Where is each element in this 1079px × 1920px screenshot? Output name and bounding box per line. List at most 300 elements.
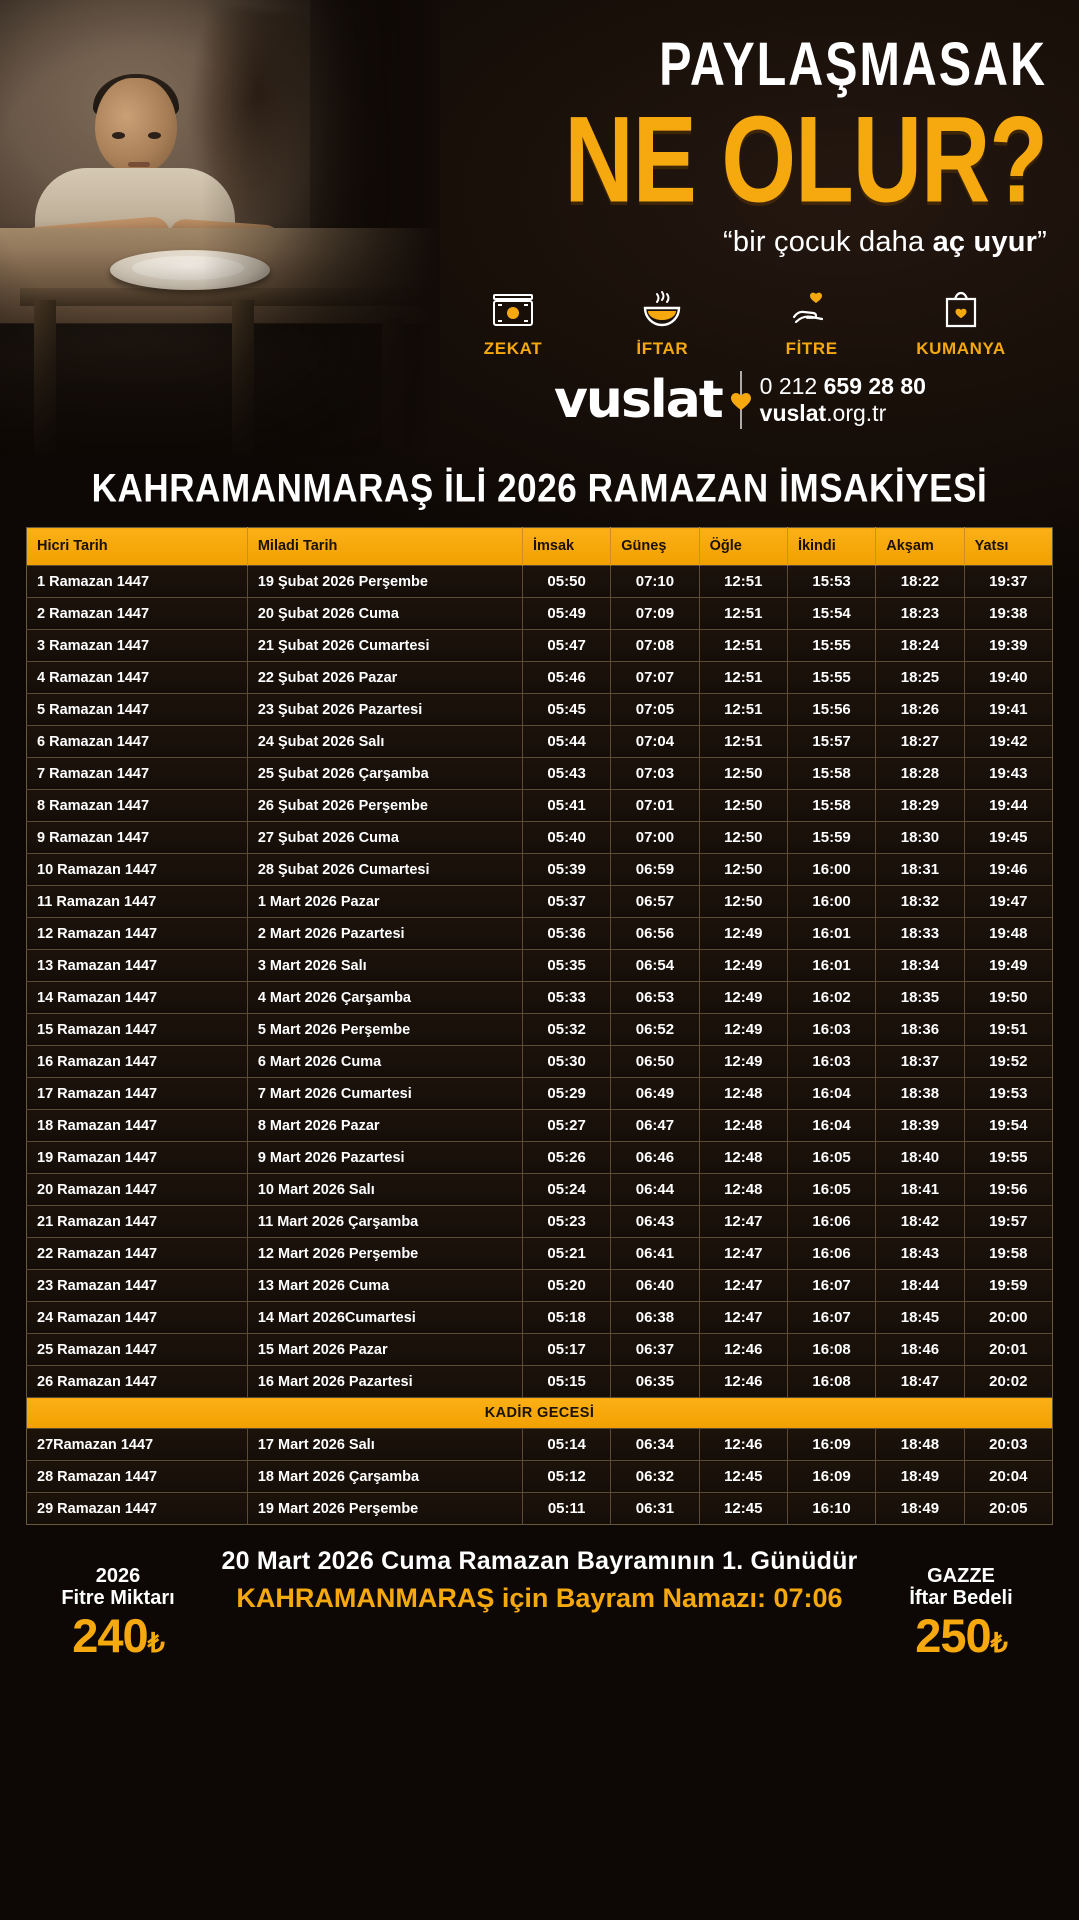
cell-miladi-tarih: 12 Mart 2026 Perşembe <box>247 1238 522 1270</box>
cell-hicri-tarih: 18 Ramazan 1447 <box>27 1110 248 1142</box>
cell-aksam: 18:37 <box>876 1046 964 1078</box>
cell-ogle: 12:49 <box>699 918 787 950</box>
service-label: ZEKAT <box>483 339 543 358</box>
cell-ogle: 12:50 <box>699 886 787 918</box>
cell-miladi-tarih: 3 Mart 2026 Salı <box>247 950 522 982</box>
cell-imsak: 05:40 <box>522 822 610 854</box>
cell-miladi-tarih: 14 Mart 2026Cumartesi <box>247 1302 522 1334</box>
cell-yatsi: 19:48 <box>964 918 1052 950</box>
cell-miladi-tarih: 22 Şubat 2026 Pazar <box>247 662 522 694</box>
vuslat-logo[interactable]: vuslat <box>554 370 722 430</box>
hero-subline <box>430 226 1047 259</box>
cell-ikindi: 16:01 <box>787 918 875 950</box>
cell-imsak: 05:20 <box>522 1270 610 1302</box>
cell-gunes: 06:44 <box>611 1174 699 1206</box>
cell-hicri-tarih: 20 Ramazan 1447 <box>27 1174 248 1206</box>
page-title: KAHRAMANMARAŞ İLİ 2026 RAMAZAN İMSAKİYESİ <box>91 466 988 511</box>
cell-hicri-tarih: 8 Ramazan 1447 <box>27 790 248 822</box>
cell-miladi-tarih: 19 Mart 2026 Perşembe <box>247 1493 522 1525</box>
cell-gunes: 07:10 <box>611 566 699 598</box>
cell-miladi-tarih: 27 Şubat 2026 Cuma <box>247 822 522 854</box>
cell-ogle: 12:48 <box>699 1078 787 1110</box>
cell-aksam: 18:26 <box>876 694 964 726</box>
cell-imsak: 05:29 <box>522 1078 610 1110</box>
table-row <box>27 1270 1053 1302</box>
table-header-cell: Akşam <box>876 528 964 566</box>
cell-yatsi: 20:00 <box>964 1302 1052 1334</box>
cell-miladi-tarih: 25 Şubat 2026 Çarşamba <box>247 758 522 790</box>
cell-hicri-tarih: 11 Ramazan 1447 <box>27 886 248 918</box>
cell-ogle: 12:47 <box>699 1270 787 1302</box>
cell-miladi-tarih: 8 Mart 2026 Pazar <box>247 1110 522 1142</box>
cell-yatsi: 19:43 <box>964 758 1052 790</box>
cell-miladi-tarih: 28 Şubat 2026 Cumartesi <box>247 854 522 886</box>
cell-gunes: 07:04 <box>611 726 699 758</box>
cell-ogle: 12:51 <box>699 662 787 694</box>
cell-miladi-tarih: 4 Mart 2026 Çarşamba <box>247 982 522 1014</box>
cell-gunes: 06:46 <box>611 1142 699 1174</box>
cell-miladi-tarih: 24 Şubat 2026 Salı <box>247 726 522 758</box>
cell-aksam: 18:23 <box>876 598 964 630</box>
table-row <box>27 1078 1053 1110</box>
cell-imsak: 05:15 <box>522 1366 610 1398</box>
brand-bar <box>430 370 1050 430</box>
cell-ikindi: 15:54 <box>787 598 875 630</box>
cell-hicri-tarih: 23 Ramazan 1447 <box>27 1270 248 1302</box>
cell-aksam: 18:32 <box>876 886 964 918</box>
imsakiye-table-wrap <box>0 527 1079 1525</box>
cell-miladi-tarih: 13 Mart 2026 Cuma <box>247 1270 522 1302</box>
cell-ikindi: 16:05 <box>787 1174 875 1206</box>
cell-yatsi: 19:45 <box>964 822 1052 854</box>
fitre-amount-value: 240 <box>72 1608 148 1662</box>
cell-hicri-tarih: 28 Ramazan 1447 <box>27 1461 248 1493</box>
cell-gunes: 06:47 <box>611 1110 699 1142</box>
cell-ikindi: 15:58 <box>787 758 875 790</box>
cell-gunes: 07:01 <box>611 790 699 822</box>
cell-ikindi: 16:00 <box>787 854 875 886</box>
table-header-row <box>27 528 1053 566</box>
cell-ikindi: 16:07 <box>787 1270 875 1302</box>
table-header-cell: Hicri Tarih <box>27 528 248 566</box>
cell-gunes: 06:50 <box>611 1046 699 1078</box>
cell-aksam: 18:49 <box>876 1461 964 1493</box>
cell-imsak: 05:27 <box>522 1110 610 1142</box>
cell-ikindi: 16:08 <box>787 1366 875 1398</box>
heart-icon <box>731 393 751 416</box>
table-header-cell: İmsak <box>522 528 610 566</box>
cell-aksam: 18:39 <box>876 1110 964 1142</box>
cell-hicri-tarih: 1 Ramazan 1447 <box>27 566 248 598</box>
table-header-cell: Öğle <box>699 528 787 566</box>
cell-yatsi: 20:02 <box>964 1366 1052 1398</box>
table-row <box>27 822 1053 854</box>
table-row <box>27 662 1053 694</box>
cell-ogle: 12:48 <box>699 1142 787 1174</box>
cell-aksam: 18:27 <box>876 726 964 758</box>
service-label: KUMANYA <box>916 339 1006 358</box>
cell-ikindi: 15:57 <box>787 726 875 758</box>
table-row <box>27 854 1053 886</box>
cell-yatsi: 20:01 <box>964 1334 1052 1366</box>
cell-ogle: 12:50 <box>699 822 787 854</box>
cell-hicri-tarih: 5 Ramazan 1447 <box>27 694 248 726</box>
cell-ikindi: 16:04 <box>787 1110 875 1142</box>
currency-symbol: ₺ <box>147 1627 164 1658</box>
cell-aksam: 18:38 <box>876 1078 964 1110</box>
hero-subline-open: “bir çocuk daha <box>723 226 933 259</box>
footer-section <box>0 1539 1079 1689</box>
cell-ikindi: 16:02 <box>787 982 875 1014</box>
logo-divider <box>740 371 742 429</box>
cell-yatsi: 19:42 <box>964 726 1052 758</box>
cell-miladi-tarih: 7 Mart 2026 Cumartesi <box>247 1078 522 1110</box>
cell-gunes: 06:40 <box>611 1270 699 1302</box>
cell-ogle: 12:48 <box>699 1174 787 1206</box>
cell-aksam: 18:48 <box>876 1429 964 1461</box>
cell-imsak: 05:32 <box>522 1014 610 1046</box>
fitre-year: 2026 <box>95 1565 141 1587</box>
cell-gunes: 06:32 <box>611 1461 699 1493</box>
cell-imsak: 05:43 <box>522 758 610 790</box>
cell-gunes: 07:00 <box>611 822 699 854</box>
cell-imsak: 05:12 <box>522 1461 610 1493</box>
cell-ogle: 12:50 <box>699 758 787 790</box>
cell-ogle: 12:49 <box>699 1046 787 1078</box>
cell-aksam: 18:25 <box>876 662 964 694</box>
cell-imsak: 05:41 <box>522 790 610 822</box>
hero-headline: NE OLUR? <box>564 91 1047 229</box>
cell-aksam: 18:40 <box>876 1142 964 1174</box>
cell-gunes: 06:34 <box>611 1429 699 1461</box>
cell-ikindi: 16:04 <box>787 1078 875 1110</box>
table-row <box>27 566 1053 598</box>
cell-imsak: 05:44 <box>522 726 610 758</box>
cell-miladi-tarih: 5 Mart 2026 Perşembe <box>247 1014 522 1046</box>
table-row <box>27 950 1053 982</box>
cell-miladi-tarih: 26 Şubat 2026 Perşembe <box>247 790 522 822</box>
cell-gunes: 06:59 <box>611 854 699 886</box>
cell-imsak: 05:35 <box>522 950 610 982</box>
gazze-amount-block <box>851 1565 1071 1662</box>
cell-imsak: 05:33 <box>522 982 610 1014</box>
cell-hicri-tarih: 10 Ramazan 1447 <box>27 854 248 886</box>
cell-ikindi: 16:10 <box>787 1493 875 1525</box>
photo-vignette <box>0 0 440 455</box>
cell-gunes: 06:53 <box>611 982 699 1014</box>
table-row <box>27 790 1053 822</box>
cell-hicri-tarih: 9 Ramazan 1447 <box>27 822 248 854</box>
cell-imsak: 05:47 <box>522 630 610 662</box>
contact-block <box>760 373 926 427</box>
table-row <box>27 1238 1053 1270</box>
cell-aksam: 18:24 <box>876 630 964 662</box>
cell-yatsi: 19:40 <box>964 662 1052 694</box>
cell-yatsi: 19:39 <box>964 630 1052 662</box>
table-row <box>27 1302 1053 1334</box>
cell-ikindi: 15:59 <box>787 822 875 854</box>
cell-ikindi: 16:05 <box>787 1142 875 1174</box>
cell-yatsi: 19:50 <box>964 982 1052 1014</box>
table-row <box>27 1334 1053 1366</box>
cell-yatsi: 19:49 <box>964 950 1052 982</box>
cell-ogle: 12:46 <box>699 1429 787 1461</box>
cell-aksam: 18:22 <box>876 566 964 598</box>
hero-section <box>0 0 1079 455</box>
table-row <box>27 1429 1053 1461</box>
site-brand: vuslat <box>759 400 827 426</box>
hero-subline-close: ” <box>1037 226 1047 259</box>
cell-gunes: 06:49 <box>611 1078 699 1110</box>
cell-ogle: 12:47 <box>699 1206 787 1238</box>
cell-yatsi: 19:37 <box>964 566 1052 598</box>
cell-ikindi: 16:01 <box>787 950 875 982</box>
cell-ikindi: 15:55 <box>787 662 875 694</box>
cell-imsak: 05:50 <box>522 566 610 598</box>
cell-imsak: 05:36 <box>522 918 610 950</box>
site-tld: .org.tr <box>826 400 887 426</box>
cell-gunes: 06:54 <box>611 950 699 982</box>
cell-miladi-tarih: 15 Mart 2026 Pazar <box>247 1334 522 1366</box>
cell-yatsi: 19:52 <box>964 1046 1052 1078</box>
cell-gunes: 06:37 <box>611 1334 699 1366</box>
gazze-title: GAZZE <box>927 1565 995 1587</box>
cell-aksam: 18:46 <box>876 1334 964 1366</box>
cell-ikindi: 15:56 <box>787 694 875 726</box>
cell-hicri-tarih: 22 Ramazan 1447 <box>27 1238 248 1270</box>
cell-yatsi: 19:58 <box>964 1238 1052 1270</box>
cell-imsak: 05:45 <box>522 694 610 726</box>
hero-subline-bold: aç uyur <box>932 226 1038 259</box>
cell-ogle: 12:46 <box>699 1366 787 1398</box>
cell-aksam: 18:45 <box>876 1302 964 1334</box>
cell-aksam: 18:44 <box>876 1270 964 1302</box>
bayram-namaz-line: KAHRAMANMARAŞ için Bayram Namazı: 07:06 <box>236 1583 843 1613</box>
cell-aksam: 18:43 <box>876 1238 964 1270</box>
cell-imsak: 05:21 <box>522 1238 610 1270</box>
cell-hicri-tarih: 2 Ramazan 1447 <box>27 598 248 630</box>
cell-miladi-tarih: 2 Mart 2026 Pazartesi <box>247 918 522 950</box>
cell-gunes: 07:08 <box>611 630 699 662</box>
cell-hicri-tarih: 3 Ramazan 1447 <box>27 630 248 662</box>
cell-hicri-tarih: 13 Ramazan 1447 <box>27 950 248 982</box>
cell-yatsi: 19:41 <box>964 694 1052 726</box>
cell-yatsi: 20:03 <box>964 1429 1052 1461</box>
cell-hicri-tarih: 27Ramazan 1447 <box>27 1429 248 1461</box>
box-heart-icon <box>896 288 1026 332</box>
table-row <box>27 1110 1053 1142</box>
service-fitre[interactable] <box>747 288 877 359</box>
cell-aksam: 18:36 <box>876 1014 964 1046</box>
cell-ogle: 12:47 <box>699 1238 787 1270</box>
cell-ogle: 12:50 <box>699 854 787 886</box>
website-url[interactable] <box>760 400 926 427</box>
cell-imsak: 05:23 <box>522 1206 610 1238</box>
table-header-cell: Miladi Tarih <box>247 528 522 566</box>
cell-yatsi: 19:44 <box>964 790 1052 822</box>
cell-ikindi: 16:06 <box>787 1206 875 1238</box>
table-row <box>27 982 1053 1014</box>
table-header-cell: Yatsı <box>964 528 1052 566</box>
table-row <box>27 598 1053 630</box>
fitre-amount <box>8 1608 228 1662</box>
service-label: İFTAR <box>636 339 689 358</box>
table-row <box>27 1142 1053 1174</box>
hero-kicker: PAYLAŞMASAK <box>659 30 1047 99</box>
cell-gunes: 06:52 <box>611 1014 699 1046</box>
cell-ikindi: 16:03 <box>787 1014 875 1046</box>
cell-aksam: 18:31 <box>876 854 964 886</box>
cell-miladi-tarih: 6 Mart 2026 Cuma <box>247 1046 522 1078</box>
cell-hicri-tarih: 24 Ramazan 1447 <box>27 1302 248 1334</box>
currency-symbol: ₺ <box>990 1627 1007 1658</box>
fitre-caption: Fitre Miktarı <box>61 1587 175 1610</box>
cell-hicri-tarih: 6 Ramazan 1447 <box>27 726 248 758</box>
cell-yatsi: 19:53 <box>964 1078 1052 1110</box>
cell-ikindi: 16:00 <box>787 886 875 918</box>
cell-miladi-tarih: 23 Şubat 2026 Pazartesi <box>247 694 522 726</box>
cell-miladi-tarih: 11 Mart 2026 Çarşamba <box>247 1206 522 1238</box>
service-iftar[interactable] <box>597 288 727 359</box>
cell-imsak: 05:49 <box>522 598 610 630</box>
cell-gunes: 06:41 <box>611 1238 699 1270</box>
cell-ogle: 12:50 <box>699 790 787 822</box>
cell-aksam: 18:35 <box>876 982 964 1014</box>
cell-ogle: 12:48 <box>699 1110 787 1142</box>
cell-ogle: 12:51 <box>699 726 787 758</box>
hungry-child-photo <box>0 0 440 455</box>
soup-bowl-icon <box>597 288 727 332</box>
phone-number[interactable] <box>760 373 926 400</box>
gazze-amount <box>851 1608 1071 1662</box>
cell-yatsi: 19:46 <box>964 854 1052 886</box>
cell-gunes: 06:56 <box>611 918 699 950</box>
cell-ikindi: 15:53 <box>787 566 875 598</box>
kadir-gecesi-label: KADİR GECESİ <box>27 1398 1053 1429</box>
table-row <box>27 1046 1053 1078</box>
cell-aksam: 18:33 <box>876 918 964 950</box>
service-label: FİTRE <box>785 339 838 358</box>
cell-ikindi: 16:07 <box>787 1302 875 1334</box>
cell-ikindi: 15:58 <box>787 790 875 822</box>
cell-aksam: 18:29 <box>876 790 964 822</box>
cell-ogle: 12:51 <box>699 630 787 662</box>
table-row <box>27 1206 1053 1238</box>
cell-hicri-tarih: 16 Ramazan 1447 <box>27 1046 248 1078</box>
cell-ikindi: 16:09 <box>787 1461 875 1493</box>
cell-gunes: 07:03 <box>611 758 699 790</box>
table-body <box>27 566 1053 1525</box>
cell-yatsi: 19:54 <box>964 1110 1052 1142</box>
cell-ogle: 12:49 <box>699 1014 787 1046</box>
gazze-amount-value: 250 <box>915 1608 991 1662</box>
cell-gunes: 07:07 <box>611 662 699 694</box>
cell-gunes: 06:57 <box>611 886 699 918</box>
table-row <box>27 1174 1053 1206</box>
cell-miladi-tarih: 21 Şubat 2026 Cumartesi <box>247 630 522 662</box>
cell-ogle: 12:51 <box>699 694 787 726</box>
cell-yatsi: 19:57 <box>964 1206 1052 1238</box>
cell-imsak: 05:24 <box>522 1174 610 1206</box>
cell-gunes: 06:35 <box>611 1366 699 1398</box>
cell-imsak: 05:37 <box>522 886 610 918</box>
banknote-icon <box>448 288 578 332</box>
cell-hicri-tarih: 7 Ramazan 1447 <box>27 758 248 790</box>
cell-aksam: 18:28 <box>876 758 964 790</box>
bayram-date-line: 20 Mart 2026 Cuma Ramazan Bayramının 1. Günüdür <box>221 1547 858 1575</box>
cell-aksam: 18:49 <box>876 1493 964 1525</box>
cell-yatsi: 19:55 <box>964 1142 1052 1174</box>
cell-imsak: 05:30 <box>522 1046 610 1078</box>
phone-main: 659 28 80 <box>823 372 926 399</box>
cell-hicri-tarih: 12 Ramazan 1447 <box>27 918 248 950</box>
cell-gunes: 06:38 <box>611 1302 699 1334</box>
service-kumanya[interactable] <box>896 288 1026 359</box>
table-row <box>27 630 1053 662</box>
cell-gunes: 07:05 <box>611 694 699 726</box>
kadir-gecesi-row <box>27 1398 1053 1429</box>
cell-hicri-tarih: 29 Ramazan 1447 <box>27 1493 248 1525</box>
cell-ikindi: 16:08 <box>787 1334 875 1366</box>
cell-hicri-tarih: 21 Ramazan 1447 <box>27 1206 248 1238</box>
table-header-cell: Güneş <box>611 528 699 566</box>
cell-aksam: 18:30 <box>876 822 964 854</box>
cell-ogle: 12:51 <box>699 598 787 630</box>
cell-miladi-tarih: 17 Mart 2026 Salı <box>247 1429 522 1461</box>
cell-hicri-tarih: 17 Ramazan 1447 <box>27 1078 248 1110</box>
table-header-cell: İkindi <box>787 528 875 566</box>
cell-imsak: 05:39 <box>522 854 610 886</box>
cell-yatsi: 19:59 <box>964 1270 1052 1302</box>
cell-ikindi: 16:03 <box>787 1046 875 1078</box>
cell-miladi-tarih: 16 Mart 2026 Pazartesi <box>247 1366 522 1398</box>
table-row <box>27 758 1053 790</box>
cell-yatsi: 19:51 <box>964 1014 1052 1046</box>
cell-ikindi: 15:55 <box>787 630 875 662</box>
cell-imsak: 05:46 <box>522 662 610 694</box>
cell-yatsi: 19:38 <box>964 598 1052 630</box>
cell-miladi-tarih: 18 Mart 2026 Çarşamba <box>247 1461 522 1493</box>
cell-ogle: 12:49 <box>699 982 787 1014</box>
service-zekat[interactable] <box>448 288 578 359</box>
table-row <box>27 1493 1053 1525</box>
cell-hicri-tarih: 4 Ramazan 1447 <box>27 662 248 694</box>
cell-imsak: 05:18 <box>522 1302 610 1334</box>
table-row <box>27 694 1053 726</box>
cell-yatsi: 19:47 <box>964 886 1052 918</box>
cell-hicri-tarih: 14 Ramazan 1447 <box>27 982 248 1014</box>
cell-ogle: 12:45 <box>699 1493 787 1525</box>
cell-imsak: 05:26 <box>522 1142 610 1174</box>
cell-imsak: 05:17 <box>522 1334 610 1366</box>
table-row <box>27 1366 1053 1398</box>
imsakiye-table <box>26 527 1053 1525</box>
cell-miladi-tarih: 19 Şubat 2026 Perşembe <box>247 566 522 598</box>
cell-imsak: 05:11 <box>522 1493 610 1525</box>
table-head <box>27 528 1053 566</box>
gazze-caption: İftar Bedeli <box>909 1587 1013 1610</box>
cell-ogle: 12:46 <box>699 1334 787 1366</box>
cell-aksam: 18:41 <box>876 1174 964 1206</box>
cell-miladi-tarih: 1 Mart 2026 Pazar <box>247 886 522 918</box>
cell-hicri-tarih: 19 Ramazan 1447 <box>27 1142 248 1174</box>
phone-prefix: 0 212 <box>759 372 824 399</box>
hand-heart-icon <box>747 288 877 332</box>
table-row <box>27 886 1053 918</box>
table-row <box>27 918 1053 950</box>
cell-ogle: 12:49 <box>699 950 787 982</box>
table-row <box>27 1461 1053 1493</box>
